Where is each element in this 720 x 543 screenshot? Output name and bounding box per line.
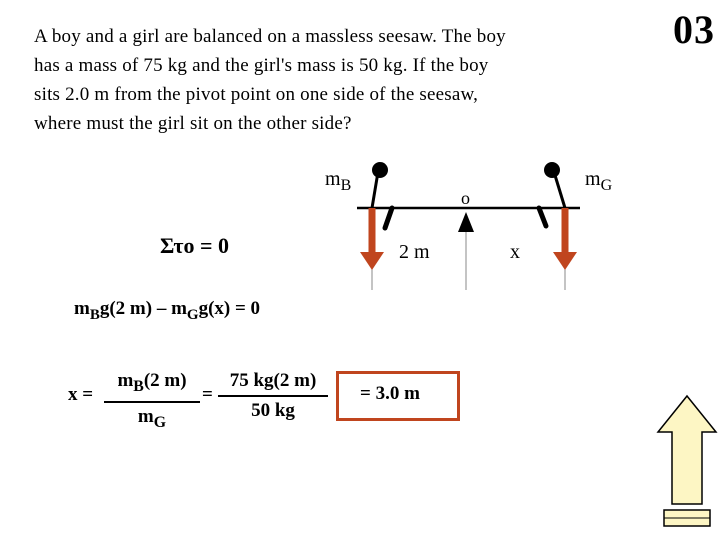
problem-line-2: has a mass of 75 kg and the girl's mass is 50 kg. If the boy xyxy=(34,55,489,76)
girl-body xyxy=(554,172,565,208)
fraction-numeric-denominator: 50 kg xyxy=(251,400,295,421)
fraction-symbolic-numerator: $m_B(2$ m) xyxy=(117,370,187,395)
girl-leg xyxy=(539,208,546,226)
girl-weight-arrow-shaft xyxy=(562,208,569,252)
up-arrow-icon[interactable] xyxy=(654,392,720,538)
fraction-symbolic xyxy=(104,369,200,435)
x-equals-label: x = xyxy=(68,384,94,405)
torque-balance-equation: $m_Bg(2$ $m) - m_Gg(x) = 0$ xyxy=(74,298,261,323)
girl-distance-label: x xyxy=(510,241,520,263)
fraction-numeric xyxy=(218,369,328,423)
up-arrow-icon-graphic xyxy=(654,392,720,538)
girl-head xyxy=(544,162,560,178)
problem-line-3: sits 2.0 m from the pivot point on one side of the seesaw, xyxy=(34,84,479,105)
girl-weight-arrow-head xyxy=(553,252,577,270)
fraction-bar xyxy=(218,395,328,397)
boy-distance-label: 2 m xyxy=(399,241,430,263)
problem-line-1: A boy and a girl are balanced on a massless seesaw. The boy xyxy=(34,26,506,47)
fraction-symbolic-denominator: $m_G$ xyxy=(137,405,167,431)
answer-value: = 3.0 m xyxy=(360,383,420,404)
boy-mass-label: $m_B$ xyxy=(325,168,352,194)
girl-mass-label: $m_G$ xyxy=(585,168,613,194)
fraction-bar xyxy=(104,401,200,403)
problem-line-4: where must the girl sit on the other side? xyxy=(34,113,352,134)
torque-sum-equation: Στo = 0 xyxy=(160,233,230,258)
boy-head xyxy=(372,162,388,178)
boy-weight-arrow-shaft xyxy=(369,208,376,252)
slide-number: 03 xyxy=(673,7,715,52)
boy-weight-arrow-head xyxy=(360,252,384,270)
boy-leg xyxy=(385,208,392,228)
pivot-triangle xyxy=(458,212,474,232)
equals-sign: = xyxy=(202,384,213,405)
pivot-label: o xyxy=(461,188,470,208)
fraction-numeric-numerator: 75 kg(2 m) xyxy=(229,370,317,391)
